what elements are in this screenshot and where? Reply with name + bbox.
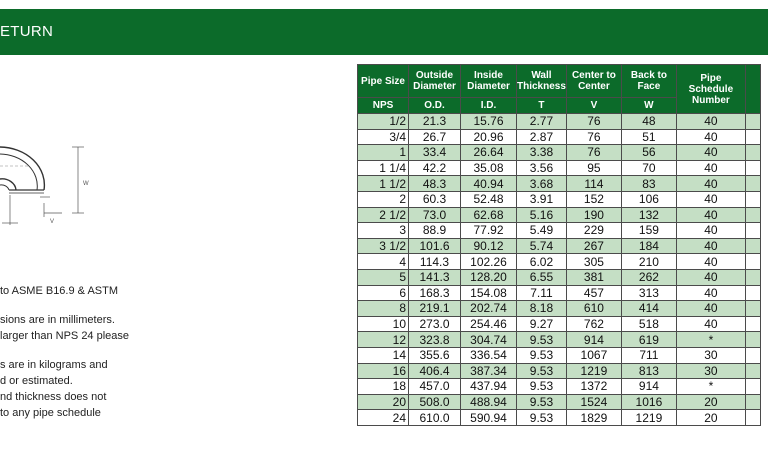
header-pipe-size: Pipe Size bbox=[358, 65, 409, 98]
table-cell: 202.74 bbox=[461, 301, 517, 317]
elbow-return-drawing bbox=[0, 135, 100, 235]
table-cell: 1219 bbox=[566, 363, 621, 379]
table-cell: 40 bbox=[676, 285, 745, 301]
table-cell-extra bbox=[745, 223, 760, 239]
table-cell: 6.55 bbox=[517, 269, 567, 285]
table-cell-extra bbox=[745, 363, 760, 379]
dimensions-table bbox=[357, 64, 761, 426]
table-cell: 190 bbox=[566, 207, 621, 223]
table-cell: 21.3 bbox=[409, 114, 461, 130]
table-cell: 40 bbox=[676, 160, 745, 176]
table-cell-extra bbox=[745, 160, 760, 176]
subheader-w: W bbox=[621, 98, 676, 114]
subheader-t: T bbox=[517, 98, 567, 114]
table-cell: 1016 bbox=[621, 394, 676, 410]
table-cell-extra bbox=[745, 285, 760, 301]
table-row bbox=[358, 176, 761, 192]
table-cell-extra bbox=[745, 207, 760, 223]
table-cell-extra bbox=[745, 332, 760, 348]
table-cell: 9.53 bbox=[517, 410, 567, 426]
table-cell: 518 bbox=[621, 316, 676, 332]
table-cell: 16 bbox=[358, 363, 409, 379]
table-cell: 40 bbox=[676, 316, 745, 332]
table-cell: 8 bbox=[358, 301, 409, 317]
table-body bbox=[358, 114, 761, 426]
table-cell: 1 1/2 bbox=[358, 176, 409, 192]
subheader-od: O.D. bbox=[409, 98, 461, 114]
table-cell-extra bbox=[745, 114, 760, 130]
header-inside-diameter: Inside Diameter bbox=[461, 65, 517, 98]
table-cell: 304.74 bbox=[461, 332, 517, 348]
table-cell: 219.1 bbox=[409, 301, 461, 317]
table-cell: 457 bbox=[566, 285, 621, 301]
table-cell: 1 1/4 bbox=[358, 160, 409, 176]
table-cell: 387.34 bbox=[461, 363, 517, 379]
table-cell-extra bbox=[745, 316, 760, 332]
table-row bbox=[358, 347, 761, 363]
table-cell: 3 1/2 bbox=[358, 238, 409, 254]
table-cell: 9.53 bbox=[517, 394, 567, 410]
header-center-to-center: Center to Center bbox=[566, 65, 621, 98]
table-row bbox=[358, 394, 761, 410]
table-cell: 40 bbox=[676, 301, 745, 317]
table-cell: 48.3 bbox=[409, 176, 461, 192]
table-cell-extra bbox=[745, 379, 760, 395]
table-cell-extra bbox=[745, 145, 760, 161]
table-cell-extra bbox=[745, 269, 760, 285]
table-cell: 5.49 bbox=[517, 223, 567, 239]
table-cell: 336.54 bbox=[461, 347, 517, 363]
table-cell: 114 bbox=[566, 176, 621, 192]
subheader-nps: NPS bbox=[358, 98, 409, 114]
table-cell: 42.2 bbox=[409, 160, 461, 176]
table-cell: 2.77 bbox=[517, 114, 567, 130]
table-cell: 762 bbox=[566, 316, 621, 332]
table-cell: 18 bbox=[358, 379, 409, 395]
page-title: ETURN bbox=[0, 23, 54, 40]
table-cell: 40 bbox=[676, 145, 745, 161]
table-cell: 26.7 bbox=[409, 129, 461, 145]
table-cell: 210 bbox=[621, 254, 676, 270]
table-cell: 76 bbox=[566, 145, 621, 161]
description-line: s are in kilograms and bbox=[0, 359, 108, 371]
subheader-id: I.D. bbox=[461, 98, 517, 114]
header-outside-diameter: Outside Diameter bbox=[409, 65, 461, 98]
table-cell: 51 bbox=[621, 129, 676, 145]
table-cell: 3.68 bbox=[517, 176, 567, 192]
table-cell: 914 bbox=[621, 379, 676, 395]
table-cell: 9.53 bbox=[517, 332, 567, 348]
table-row bbox=[358, 363, 761, 379]
table-cell: 40 bbox=[676, 223, 745, 239]
table-cell: 40 bbox=[676, 191, 745, 207]
table-cell: 159 bbox=[621, 223, 676, 239]
dimension-w-label: W bbox=[83, 181, 89, 187]
table-cell: 1 bbox=[358, 145, 409, 161]
table-cell: 355.6 bbox=[409, 347, 461, 363]
table-cell: 20 bbox=[676, 394, 745, 410]
table-cell: 40 bbox=[676, 207, 745, 223]
table-cell: 168.3 bbox=[409, 285, 461, 301]
table-cell: 1524 bbox=[566, 394, 621, 410]
subheader-v: V bbox=[566, 98, 621, 114]
table-cell: 610.0 bbox=[409, 410, 461, 426]
table-row bbox=[358, 410, 761, 426]
table-cell: 152 bbox=[566, 191, 621, 207]
table-cell: 48 bbox=[621, 114, 676, 130]
table-row bbox=[358, 129, 761, 145]
table-cell: 457.0 bbox=[409, 379, 461, 395]
table-cell: 3.91 bbox=[517, 191, 567, 207]
table-cell-extra bbox=[745, 191, 760, 207]
description-line: to any pipe schedule bbox=[0, 407, 101, 419]
table-cell: 73.0 bbox=[409, 207, 461, 223]
table-cell: 1/2 bbox=[358, 114, 409, 130]
table-cell: 106 bbox=[621, 191, 676, 207]
table-cell: 914 bbox=[566, 332, 621, 348]
table-cell-extra bbox=[745, 410, 760, 426]
table-cell: 26.64 bbox=[461, 145, 517, 161]
table-row bbox=[358, 191, 761, 207]
table-cell: 2 bbox=[358, 191, 409, 207]
table-cell: 77.92 bbox=[461, 223, 517, 239]
table-cell: 711 bbox=[621, 347, 676, 363]
table-cell-extra bbox=[745, 129, 760, 145]
table-cell: 1067 bbox=[566, 347, 621, 363]
table-cell: 406.4 bbox=[409, 363, 461, 379]
table-cell: 3.38 bbox=[517, 145, 567, 161]
table-cell: 40 bbox=[676, 129, 745, 145]
table-cell: 313 bbox=[621, 285, 676, 301]
table-cell: 254.46 bbox=[461, 316, 517, 332]
table-cell: 3 bbox=[358, 223, 409, 239]
table-cell-extra bbox=[745, 176, 760, 192]
table-cell: 128.20 bbox=[461, 269, 517, 285]
table-cell: 2 1/2 bbox=[358, 207, 409, 223]
table-row bbox=[358, 269, 761, 285]
table-cell: 101.6 bbox=[409, 238, 461, 254]
table-cell: 20 bbox=[358, 394, 409, 410]
table-cell: 70 bbox=[621, 160, 676, 176]
table-cell: 488.94 bbox=[461, 394, 517, 410]
table-cell: 132 bbox=[621, 207, 676, 223]
description-text bbox=[0, 283, 350, 421]
table-cell: 88.9 bbox=[409, 223, 461, 239]
table-cell: 10 bbox=[358, 316, 409, 332]
table-cell: 30 bbox=[676, 347, 745, 363]
table-cell: 414 bbox=[621, 301, 676, 317]
table-cell: 9.53 bbox=[517, 379, 567, 395]
table-cell: 1219 bbox=[621, 410, 676, 426]
table-cell: 6.02 bbox=[517, 254, 567, 270]
table-cell: 24 bbox=[358, 410, 409, 426]
table-cell: 184 bbox=[621, 238, 676, 254]
description-line: nd thickness does not bbox=[0, 391, 107, 403]
table-cell: 95 bbox=[566, 160, 621, 176]
table-cell: 40 bbox=[676, 114, 745, 130]
table-cell: 40.94 bbox=[461, 176, 517, 192]
description-line: larger than NPS 24 please bbox=[0, 330, 130, 342]
table-row bbox=[358, 223, 761, 239]
table-cell: 141.3 bbox=[409, 269, 461, 285]
table-row bbox=[358, 285, 761, 301]
table-cell: 62.68 bbox=[461, 207, 517, 223]
table-cell: 40 bbox=[676, 254, 745, 270]
table-row bbox=[358, 238, 761, 254]
table-cell: 76 bbox=[566, 114, 621, 130]
return-bend-icon bbox=[0, 135, 100, 230]
table-cell-extra bbox=[745, 394, 760, 410]
table-cell: 381 bbox=[566, 269, 621, 285]
table-cell: 114.3 bbox=[409, 254, 461, 270]
table-cell: 33.4 bbox=[409, 145, 461, 161]
description-line: to ASME B16.9 & ASTM bbox=[0, 285, 118, 297]
table-cell: 2.87 bbox=[517, 129, 567, 145]
table-row bbox=[358, 301, 761, 317]
table-cell: 7.11 bbox=[517, 285, 567, 301]
description-line: d or estimated. bbox=[0, 375, 73, 387]
table-cell: 590.94 bbox=[461, 410, 517, 426]
table-cell: 5 bbox=[358, 269, 409, 285]
header-extra bbox=[745, 65, 760, 114]
page-header bbox=[0, 9, 768, 55]
table-cell: 610 bbox=[566, 301, 621, 317]
table-cell: 4 bbox=[358, 254, 409, 270]
table-cell: 35.08 bbox=[461, 160, 517, 176]
table-cell: 52.48 bbox=[461, 191, 517, 207]
table-cell: 273.0 bbox=[409, 316, 461, 332]
table-cell: * bbox=[676, 332, 745, 348]
table-cell: 229 bbox=[566, 223, 621, 239]
table-cell: 56 bbox=[621, 145, 676, 161]
table-cell: 102.26 bbox=[461, 254, 517, 270]
table-cell: 83 bbox=[621, 176, 676, 192]
header-back-to-face: Back to Face bbox=[621, 65, 676, 98]
description-line: sions are in millimeters. bbox=[0, 314, 115, 326]
table-cell: 90.12 bbox=[461, 238, 517, 254]
table-cell: 60.3 bbox=[409, 191, 461, 207]
table-cell: 9.53 bbox=[517, 363, 567, 379]
header-wall-thickness: Wall Thickness bbox=[517, 65, 567, 98]
table-cell: 14 bbox=[358, 347, 409, 363]
table-cell: 1829 bbox=[566, 410, 621, 426]
table-cell: 15.76 bbox=[461, 114, 517, 130]
table-cell: 619 bbox=[621, 332, 676, 348]
table-cell: 3.56 bbox=[517, 160, 567, 176]
dimension-v-label: V bbox=[50, 219, 55, 225]
table-row bbox=[358, 160, 761, 176]
table-cell: 8.18 bbox=[517, 301, 567, 317]
table-row bbox=[358, 145, 761, 161]
table-row bbox=[358, 207, 761, 223]
table-cell-extra bbox=[745, 301, 760, 317]
table-cell-extra bbox=[745, 238, 760, 254]
table-cell: 5.74 bbox=[517, 238, 567, 254]
table-cell: 30 bbox=[676, 363, 745, 379]
table-cell-extra bbox=[745, 347, 760, 363]
table-cell: * bbox=[676, 379, 745, 395]
table-cell: 9.53 bbox=[517, 347, 567, 363]
table-cell: 508.0 bbox=[409, 394, 461, 410]
table-cell: 40 bbox=[676, 238, 745, 254]
table-cell: 267 bbox=[566, 238, 621, 254]
table-cell: 154.08 bbox=[461, 285, 517, 301]
table-cell: 40 bbox=[676, 269, 745, 285]
header-pipe-schedule: Pipe Schedule Number bbox=[676, 65, 745, 114]
table-cell: 76 bbox=[566, 129, 621, 145]
table-cell: 3/4 bbox=[358, 129, 409, 145]
table-cell: 305 bbox=[566, 254, 621, 270]
table-cell-extra bbox=[745, 254, 760, 270]
table-cell: 813 bbox=[621, 363, 676, 379]
table-cell: 437.94 bbox=[461, 379, 517, 395]
table-cell: 1372 bbox=[566, 379, 621, 395]
table-row bbox=[358, 332, 761, 348]
table-row bbox=[358, 254, 761, 270]
table-row bbox=[358, 379, 761, 395]
table-cell: 12 bbox=[358, 332, 409, 348]
table-cell: 20.96 bbox=[461, 129, 517, 145]
table-cell: 5.16 bbox=[517, 207, 567, 223]
table-cell: 20 bbox=[676, 410, 745, 426]
table-cell: 323.8 bbox=[409, 332, 461, 348]
table-cell: 6 bbox=[358, 285, 409, 301]
table-cell: 262 bbox=[621, 269, 676, 285]
table-cell: 40 bbox=[676, 176, 745, 192]
table-row bbox=[358, 316, 761, 332]
table-cell: 9.27 bbox=[517, 316, 567, 332]
table-row bbox=[358, 114, 761, 130]
